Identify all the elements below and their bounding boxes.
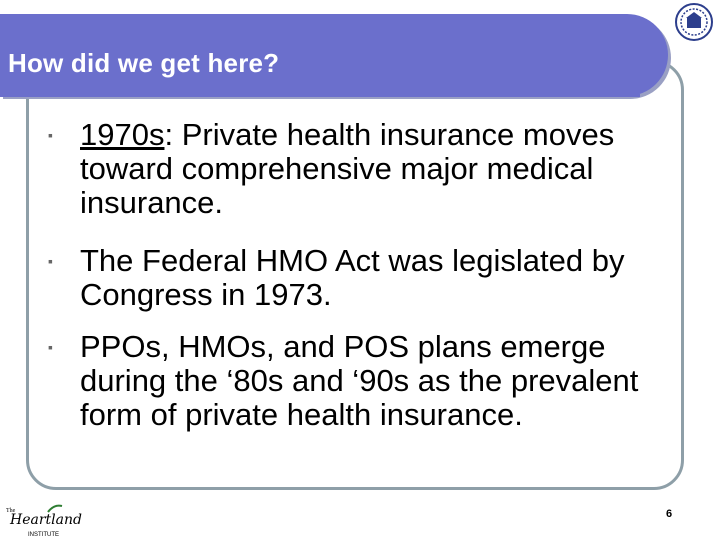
bullet-marker: ▪	[48, 253, 53, 269]
seal-icon	[674, 2, 714, 42]
title-bar	[0, 14, 668, 96]
heartland-logo	[2, 498, 82, 540]
bullet-marker: ▪	[48, 339, 53, 355]
slide-title: How did we get here?	[8, 48, 280, 78]
bullet-text: PPOs, HMOs, and POS plans emerge during the ‘80s and ‘90s as the prevalent form of private health insurance.	[80, 329, 639, 432]
bullet-text: The Federal HMO Act was legislated by Congress in 1973.	[80, 243, 625, 312]
logo-institute: INSTITUTE	[28, 532, 59, 538]
bullet-highlight: 1970s	[80, 117, 165, 152]
bullet-text-rest: : Private health insurance moves toward comprehensive major medical insurance.	[80, 117, 615, 220]
logo-main: Heartland	[10, 512, 82, 528]
logo-the: The	[6, 508, 16, 514]
title-underline	[0, 94, 640, 97]
bullet-text	[80, 118, 680, 220]
page-number: 6	[666, 508, 673, 520]
bullet-marker: ▪	[48, 127, 53, 143]
